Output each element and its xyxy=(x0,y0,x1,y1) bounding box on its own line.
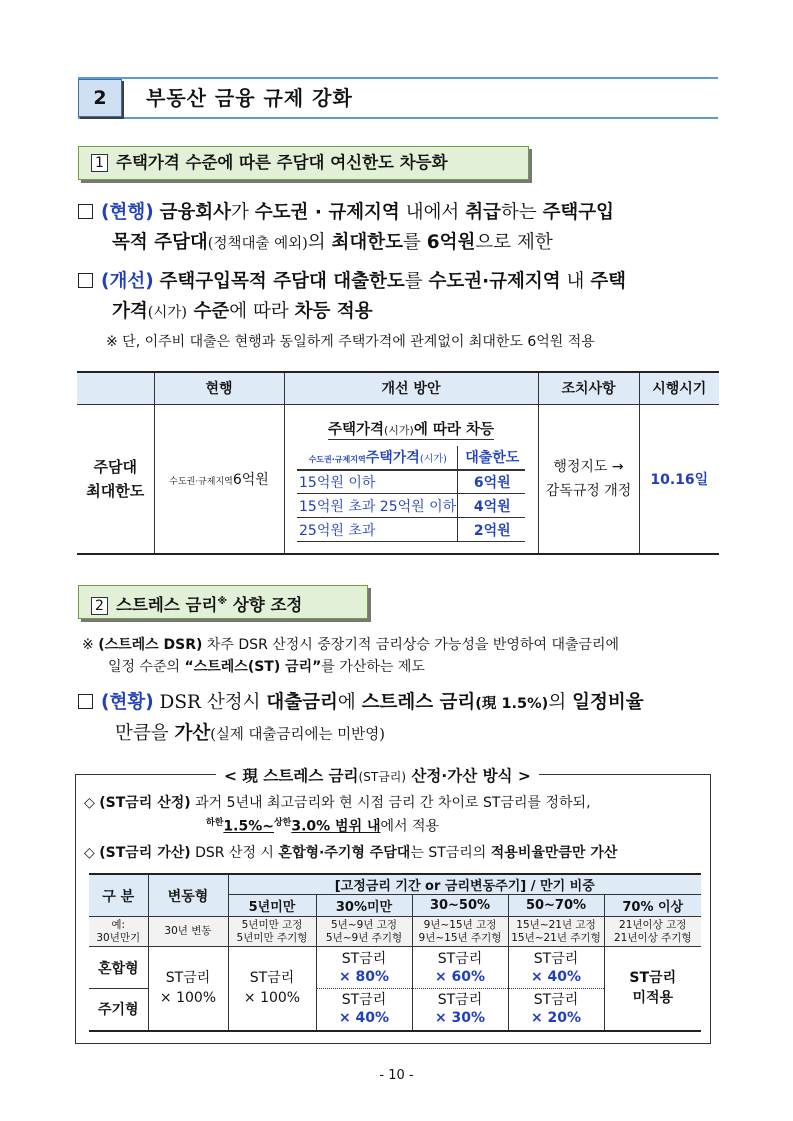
text: 예: xyxy=(111,918,126,931)
tag-improve: (개선) xyxy=(101,271,154,292)
text: 3.0% 범위 내 xyxy=(291,818,381,835)
text: (ST금리 산정) xyxy=(99,795,191,811)
section-header xyxy=(78,77,718,119)
note-stress-dsr xyxy=(82,634,619,678)
text: 가산 xyxy=(174,723,211,744)
text: 5년미만 주기형 xyxy=(236,931,308,944)
text: (ST금리) xyxy=(358,770,407,784)
mixed-cell xyxy=(316,947,412,989)
col-header: 30%미만 xyxy=(316,895,412,917)
price-range: 25억원 초과 xyxy=(297,518,457,542)
plan-cell xyxy=(284,404,538,554)
inner-header: 대출한도 xyxy=(457,446,525,470)
plan-inner-table xyxy=(297,446,525,543)
loan-limit-table xyxy=(77,371,719,555)
subsection-2-title-rest: 상향 조정 xyxy=(227,595,303,615)
checkbox-square-icon xyxy=(78,204,93,219)
plan-title xyxy=(328,418,494,440)
text: (정책대출 예외) xyxy=(207,236,308,252)
limit-value: 2억원 xyxy=(457,518,525,542)
bullet-current xyxy=(78,198,614,259)
header-variable: 변동형 xyxy=(148,874,228,917)
text: 를 가산하는 제도 xyxy=(321,659,425,675)
checkbox-square-icon xyxy=(78,694,93,709)
text: 스트레스 금리 xyxy=(361,692,476,713)
text: 에 따라 xyxy=(229,301,295,322)
example-cell xyxy=(508,917,604,947)
price-range: 15억원 이하 xyxy=(297,470,457,494)
footnote-mark: ※ xyxy=(217,596,228,607)
subsection-1-number: 1 xyxy=(91,154,108,172)
checkbox-square-icon xyxy=(78,273,93,288)
text: DSR 산정시 xyxy=(153,692,267,713)
mixed-cell xyxy=(508,947,604,989)
page-number: - 10 - xyxy=(379,1068,414,1083)
text: 1.5%~ xyxy=(223,818,274,835)
text: (시가) xyxy=(419,454,447,465)
subsection-1-title: 주택가격 수준에 따른 주담대 여신한도 차등화 xyxy=(116,153,448,172)
text: 의 xyxy=(307,232,332,253)
example-cell xyxy=(604,917,701,947)
limit-value: 6억원 xyxy=(457,470,525,494)
text: 주택구입 xyxy=(542,202,615,223)
text: 미적용 xyxy=(632,990,674,1007)
text: 9년~15년 고정 xyxy=(423,918,497,931)
current-region: 수도권·규제지역 xyxy=(169,476,233,487)
box-line-2 xyxy=(206,813,439,837)
action-line: 행정지도 → xyxy=(553,458,624,475)
row-cycle: 주기형 xyxy=(89,989,148,1031)
text: 5년~9년 고정 xyxy=(330,918,398,931)
text: 주택구입목적 주담대 대출한도 xyxy=(159,271,405,292)
limit-value: 4억원 xyxy=(457,494,525,518)
box-line-3 xyxy=(84,843,617,863)
text: 수도권 · 규제지역 xyxy=(254,202,400,223)
row-label-line: 주담대 xyxy=(93,457,137,476)
text: 는 ST금리의 xyxy=(410,845,491,861)
text: ST금리 xyxy=(341,992,387,1009)
text: 상한 xyxy=(273,818,292,828)
note-mark: ※ xyxy=(82,637,94,653)
text: 내 xyxy=(560,271,591,292)
text: 9년~15년 주기형 xyxy=(418,931,502,944)
subsection-2-box xyxy=(78,585,368,619)
mixed-cell xyxy=(412,947,508,989)
text: 15년~21년 고정 xyxy=(516,918,596,931)
text: 산정·가산 방식 > xyxy=(406,767,531,785)
text: 목적 주담대 xyxy=(112,232,208,253)
table-header: 시행시기 xyxy=(639,372,719,404)
example-cell xyxy=(228,917,316,947)
note-relocation: ※ 단, 이주비 대출은 현행과 동일하게 주택가격에 관계없이 최대한도 6억원 적용 xyxy=(106,334,595,350)
col-header: 50~70% xyxy=(508,895,604,917)
current-value: 6억원 xyxy=(232,471,269,488)
text: 만큼을 xyxy=(115,723,175,744)
row-mixed: 혼합형 xyxy=(89,947,148,989)
inner-header xyxy=(297,446,457,470)
text: 21년이상 주기형 xyxy=(613,931,692,944)
subsection-1-box xyxy=(78,146,529,180)
text: 가격 xyxy=(112,301,148,322)
text: ST금리 xyxy=(437,950,483,967)
text: 수도권·규제지역 xyxy=(308,455,366,464)
stress-rate-box xyxy=(75,767,711,1044)
text: × 100% xyxy=(159,990,217,1007)
box-line-1 xyxy=(84,793,591,813)
table-header: 현행 xyxy=(154,372,284,404)
text: 주택 xyxy=(590,271,627,292)
col-header: 5년미만 xyxy=(228,895,316,917)
text: (ST금리 가산) xyxy=(99,845,191,861)
table-header: 개선 방안 xyxy=(284,372,538,404)
text: × 30% xyxy=(434,1010,486,1027)
text: 에 따라 차등 xyxy=(413,421,494,438)
price-range: 15억원 초과 25억원 이하 xyxy=(297,494,457,518)
subsection-2-title: 스트레스 금리 xyxy=(116,595,218,615)
text: 에서 적용 xyxy=(380,818,440,835)
text: 5년~9년 주기형 xyxy=(325,931,403,944)
cycle-cell xyxy=(412,989,508,1031)
text: 하한 xyxy=(206,818,224,828)
section-title: 부동산 금융 규제 강화 xyxy=(146,86,353,110)
text: 적용비율만큼만 가산 xyxy=(490,845,618,861)
stress-rate-table xyxy=(89,873,701,1032)
under5-cell xyxy=(228,947,316,1031)
example-cell xyxy=(412,917,508,947)
text: ST금리 xyxy=(533,992,579,1009)
subsection-2-number: 2 xyxy=(91,597,108,615)
text: 를 xyxy=(404,271,429,292)
text: 에 xyxy=(337,692,362,713)
text: 수준 xyxy=(187,301,230,322)
text: ST금리 xyxy=(629,970,677,987)
text: × 20% xyxy=(530,1010,582,1027)
cycle-cell xyxy=(508,989,604,1031)
text: “스트레스(ST) 금리” xyxy=(184,659,322,675)
text: 30년만기 xyxy=(96,931,141,944)
text: 하는 xyxy=(500,202,543,223)
text: × 40% xyxy=(338,1010,390,1027)
current-cell xyxy=(154,404,284,554)
effective-date: 10.16일 xyxy=(639,404,719,554)
text: 를 xyxy=(403,232,427,253)
text: 21년이상 고정 xyxy=(619,918,687,931)
text: 금융회사 xyxy=(159,202,232,223)
text: 최대한도 xyxy=(331,232,404,253)
text: 일정 수준의 xyxy=(108,659,185,675)
tag-status: (현황) xyxy=(101,692,154,713)
text: × 80% xyxy=(338,968,390,985)
text: ST금리 xyxy=(249,970,295,987)
text: 으로 제한 xyxy=(475,232,553,253)
section-number: 2 xyxy=(78,79,122,117)
tag-current: (현행) xyxy=(101,202,154,223)
text: < 現 스트레스 금리 xyxy=(224,767,359,785)
text: (시가) xyxy=(147,305,188,321)
bullet-status xyxy=(78,688,644,750)
header-group: [고정금리 기간 or 금리변동주기] / 만기 비중 xyxy=(228,874,701,895)
action-line: 감독규정 개정 xyxy=(545,482,632,499)
text: DSR 산정 시 xyxy=(190,845,279,861)
text: 주택가격 xyxy=(365,450,420,466)
text: × 100% xyxy=(243,990,301,1007)
text: 차주 DSR 산정시 중장기적 금리상승 가능성을 반영하여 대출금리에 xyxy=(202,637,620,653)
text: ST금리 xyxy=(533,950,579,967)
example-label xyxy=(89,917,148,947)
col-header: 70% 이상 xyxy=(604,895,701,917)
text: 과거 5년내 최고금리와 현 시점 금리 간 차이로 ST금리를 정하되, xyxy=(190,795,591,811)
bullet-improve xyxy=(78,267,626,328)
table-header: 조치사항 xyxy=(538,372,639,404)
text: 가 xyxy=(231,202,255,223)
table-header xyxy=(77,372,154,404)
text: × 40% xyxy=(530,968,582,985)
diamond-icon: ◇ xyxy=(84,845,95,861)
text: 차등 적용 xyxy=(294,301,373,322)
text: ST금리 xyxy=(165,970,211,987)
text: 5년미만 고정 xyxy=(241,918,303,931)
text: ST금리 xyxy=(341,950,387,967)
text: ST금리 xyxy=(437,992,483,1009)
not-applied-cell xyxy=(604,947,701,1031)
text: (실제 대출금리에는 미반영) xyxy=(210,727,385,743)
row-label-line: 최대한도 xyxy=(86,481,145,500)
example-variable: 30년 변동 xyxy=(148,917,228,947)
text: 취급 xyxy=(465,202,501,223)
text: (시가) xyxy=(384,423,414,437)
text: 주택가격 xyxy=(327,421,385,438)
text: 의 xyxy=(548,692,573,713)
text: (스트레스 DSR) xyxy=(98,637,203,653)
col-header: 30~50% xyxy=(412,895,508,917)
text: 내에서 xyxy=(399,202,466,223)
example-cell xyxy=(316,917,412,947)
text: 6억원 xyxy=(426,232,476,253)
text: (現 1.5%) xyxy=(475,696,549,712)
text: 수도권·규제지역 xyxy=(428,271,561,292)
row-label xyxy=(77,404,154,554)
action-cell xyxy=(538,404,639,554)
text: 일정비율 xyxy=(572,692,644,713)
diamond-icon: ◇ xyxy=(84,795,95,811)
header-gubun: 구 분 xyxy=(89,874,148,917)
text: × 60% xyxy=(434,968,486,985)
text: 대출금리 xyxy=(266,692,338,713)
box-title xyxy=(216,764,539,786)
variable-cell xyxy=(148,947,228,1031)
text: 혼합형·주기형 주담대 xyxy=(278,845,411,861)
text: 15년~21년 주기형 xyxy=(511,931,601,944)
cycle-cell xyxy=(316,989,412,1031)
